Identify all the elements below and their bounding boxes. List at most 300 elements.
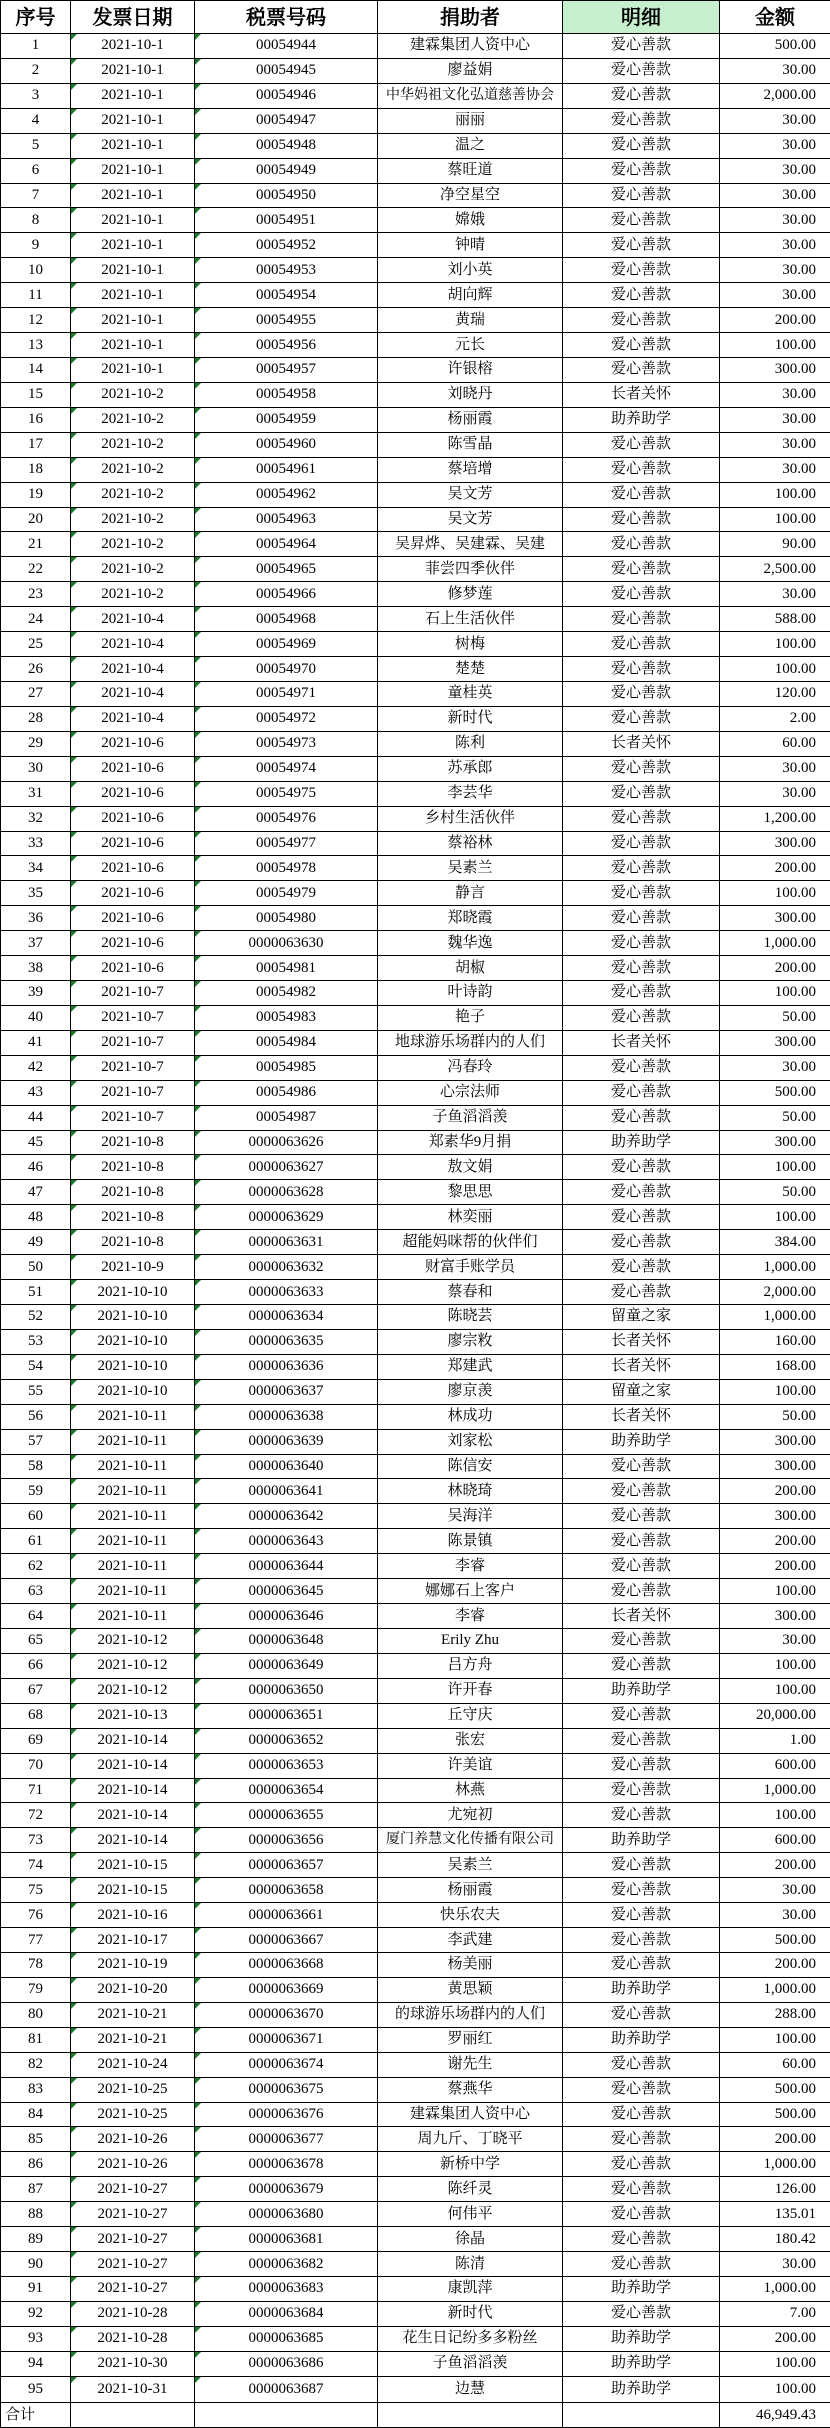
cell-donor[interactable]: 陈利: [378, 731, 563, 756]
cell-index[interactable]: 55: [1, 1379, 71, 1404]
cell-tax-invoice-number[interactable]: 00054949: [195, 158, 378, 183]
cell-tax-invoice-number[interactable]: 0000063677: [195, 2127, 378, 2152]
cell-tax-invoice-number[interactable]: 0000063679: [195, 2177, 378, 2202]
cell-amount[interactable]: 588.00: [720, 607, 830, 632]
cell-index[interactable]: 81: [1, 2027, 71, 2052]
cell-detail[interactable]: 爱心善款: [563, 233, 720, 258]
cell-detail[interactable]: 长者关怀: [563, 1354, 720, 1379]
cell-index[interactable]: 86: [1, 2152, 71, 2177]
cell-tax-invoice-number[interactable]: 0000063629: [195, 1205, 378, 1230]
cell-donor[interactable]: 许银榕: [378, 357, 563, 382]
cell-invoice-date[interactable]: 2021-10-2: [71, 507, 195, 532]
cell-amount[interactable]: 30.00: [720, 233, 830, 258]
cell-amount[interactable]: 288.00: [720, 2002, 830, 2027]
cell-amount[interactable]: 100.00: [720, 2376, 830, 2402]
cell-tax-invoice-number[interactable]: 00054969: [195, 632, 378, 657]
cell-amount[interactable]: 30.00: [720, 432, 830, 457]
cell-invoice-date[interactable]: 2021-10-11: [71, 1529, 195, 1554]
cell-amount[interactable]: 100.00: [720, 981, 830, 1006]
cell-tax-invoice-number[interactable]: 00054953: [195, 258, 378, 283]
cell-detail[interactable]: 爱心善款: [563, 781, 720, 806]
cell-donor[interactable]: 吴文芳: [378, 507, 563, 532]
cell-index[interactable]: 74: [1, 1853, 71, 1878]
cell-tax-invoice-number[interactable]: 00054987: [195, 1105, 378, 1130]
cell-tax-invoice-number[interactable]: 00054960: [195, 432, 378, 457]
cell-invoice-date[interactable]: 2021-10-4: [71, 657, 195, 682]
cell-donor[interactable]: 陈纤灵: [378, 2177, 563, 2202]
cell-amount[interactable]: 2.00: [720, 706, 830, 731]
cell-amount[interactable]: 30.00: [720, 283, 830, 308]
cell-detail[interactable]: 爱心善款: [563, 1952, 720, 1977]
cell-invoice-date[interactable]: 2021-10-19: [71, 1952, 195, 1977]
cell-tax-invoice-number[interactable]: 00054986: [195, 1080, 378, 1105]
cell-amount[interactable]: 200.00: [720, 308, 830, 333]
cell-detail[interactable]: 爱心善款: [563, 1928, 720, 1953]
cell-amount[interactable]: 200.00: [720, 856, 830, 881]
cell-detail[interactable]: 爱心善款: [563, 582, 720, 607]
cell-tax-invoice-number[interactable]: 00054965: [195, 557, 378, 582]
cell-tax-invoice-number[interactable]: 00054946: [195, 83, 378, 108]
cell-index[interactable]: 85: [1, 2127, 71, 2152]
cell-index[interactable]: 83: [1, 2077, 71, 2102]
cell-donor[interactable]: 心宗法师: [378, 1080, 563, 1105]
cell-donor[interactable]: 新时代: [378, 706, 563, 731]
cell-detail[interactable]: 长者关怀: [563, 1030, 720, 1055]
cell-donor[interactable]: 郑晓霞: [378, 906, 563, 931]
cell-detail[interactable]: 爱心善款: [563, 1554, 720, 1579]
cell-tax-invoice-number[interactable]: 0000063658: [195, 1878, 378, 1903]
cell-index[interactable]: 7: [1, 183, 71, 208]
cell-tax-invoice-number[interactable]: 0000063636: [195, 1354, 378, 1379]
cell-index[interactable]: 87: [1, 2177, 71, 2202]
cell-detail[interactable]: 爱心善款: [563, 158, 720, 183]
cell-index[interactable]: 57: [1, 1429, 71, 1454]
cell-amount[interactable]: 300.00: [720, 831, 830, 856]
cell-invoice-date[interactable]: 2021-10-6: [71, 881, 195, 906]
cell-tax-invoice-number[interactable]: 00054963: [195, 507, 378, 532]
cell-amount[interactable]: 30.00: [720, 58, 830, 83]
cell-donor[interactable]: 元长: [378, 333, 563, 358]
cell-invoice-date[interactable]: 2021-10-1: [71, 333, 195, 358]
cell-invoice-date[interactable]: 2021-10-24: [71, 2052, 195, 2077]
cell-index[interactable]: 33: [1, 831, 71, 856]
cell-invoice-date[interactable]: 2021-10-1: [71, 357, 195, 382]
cell-amount[interactable]: 135.01: [720, 2202, 830, 2227]
cell-tax-invoice-number[interactable]: 00054950: [195, 183, 378, 208]
cell-invoice-date[interactable]: 2021-10-7: [71, 981, 195, 1006]
cell-donor[interactable]: 刘晓丹: [378, 382, 563, 407]
cell-amount[interactable]: 100.00: [720, 1653, 830, 1678]
cell-invoice-date[interactable]: 2021-10-27: [71, 2202, 195, 2227]
cell-detail[interactable]: 爱心善款: [563, 881, 720, 906]
cell-donor[interactable]: 陈信安: [378, 1454, 563, 1479]
cell-invoice-date[interactable]: 2021-10-11: [71, 1604, 195, 1629]
cell-detail[interactable]: 爱心善款: [563, 1005, 720, 1030]
cell-amount[interactable]: 100.00: [720, 1803, 830, 1828]
cell-invoice-date[interactable]: 2021-10-31: [71, 2376, 195, 2402]
cell-amount[interactable]: 200.00: [720, 1554, 830, 1579]
header-detail[interactable]: 明细: [563, 1, 720, 34]
cell-donor[interactable]: 胡向辉: [378, 283, 563, 308]
cell-invoice-date[interactable]: 2021-10-20: [71, 1977, 195, 2002]
cell-index[interactable]: 79: [1, 1977, 71, 2002]
cell-invoice-date[interactable]: 2021-10-1: [71, 34, 195, 59]
cell-detail[interactable]: 长者关怀: [563, 382, 720, 407]
cell-tax-invoice-number[interactable]: 0000063645: [195, 1579, 378, 1604]
cell-detail[interactable]: 爱心善款: [563, 981, 720, 1006]
cell-donor[interactable]: 黄瑞: [378, 308, 563, 333]
cell-amount[interactable]: 30.00: [720, 1903, 830, 1928]
cell-tax-invoice-number[interactable]: 00054979: [195, 881, 378, 906]
cell-donor[interactable]: 何伟平: [378, 2202, 563, 2227]
cell-amount[interactable]: 500.00: [720, 1928, 830, 1953]
cell-donor[interactable]: 陈景镇: [378, 1529, 563, 1554]
cell-detail[interactable]: 爱心善款: [563, 831, 720, 856]
cell-invoice-date[interactable]: 2021-10-25: [71, 2077, 195, 2102]
cell-invoice-date[interactable]: 2021-10-17: [71, 1928, 195, 1953]
cell-tax-invoice-number[interactable]: 00054977: [195, 831, 378, 856]
cell-donor[interactable]: 杨丽霞: [378, 1878, 563, 1903]
cell-index[interactable]: 5: [1, 133, 71, 158]
cell-index[interactable]: 21: [1, 532, 71, 557]
cell-donor[interactable]: 叶诗韵: [378, 981, 563, 1006]
cell-detail[interactable]: 爱心善款: [563, 956, 720, 981]
cell-index[interactable]: 47: [1, 1180, 71, 1205]
cell-index[interactable]: 75: [1, 1878, 71, 1903]
cell-invoice-date[interactable]: 2021-10-8: [71, 1180, 195, 1205]
cell-index[interactable]: 37: [1, 931, 71, 956]
cell-index[interactable]: 12: [1, 308, 71, 333]
cell-invoice-date[interactable]: 2021-10-1: [71, 258, 195, 283]
cell-invoice-date[interactable]: 2021-10-7: [71, 1055, 195, 1080]
cell-tax-invoice-number[interactable]: 00054973: [195, 731, 378, 756]
cell-index[interactable]: 11: [1, 283, 71, 308]
cell-index[interactable]: 36: [1, 906, 71, 931]
cell-detail[interactable]: 爱心善款: [563, 457, 720, 482]
cell-amount[interactable]: 30.00: [720, 756, 830, 781]
cell-index[interactable]: 30: [1, 756, 71, 781]
cell-amount[interactable]: 100.00: [720, 507, 830, 532]
cell-index[interactable]: 10: [1, 258, 71, 283]
cell-donor[interactable]: 花生日记纷多多粉丝: [378, 2326, 563, 2351]
cell-tax-invoice-number[interactable]: 0000063631: [195, 1230, 378, 1255]
cell-index[interactable]: 34: [1, 856, 71, 881]
cell-donor[interactable]: 林晓琦: [378, 1479, 563, 1504]
cell-invoice-date[interactable]: 2021-10-12: [71, 1653, 195, 1678]
cell-index[interactable]: 6: [1, 158, 71, 183]
cell-tax-invoice-number[interactable]: 00054966: [195, 582, 378, 607]
cell-invoice-date[interactable]: 2021-10-14: [71, 1828, 195, 1853]
cell-detail[interactable]: 长者关怀: [563, 1604, 720, 1629]
cell-invoice-date[interactable]: 2021-10-8: [71, 1230, 195, 1255]
cell-tax-invoice-number[interactable]: 00054972: [195, 706, 378, 731]
cell-amount[interactable]: 2,500.00: [720, 557, 830, 582]
cell-invoice-date[interactable]: 2021-10-21: [71, 2027, 195, 2052]
cell-index[interactable]: 50: [1, 1255, 71, 1280]
cell-tax-invoice-number[interactable]: 00054968: [195, 607, 378, 632]
cell-donor[interactable]: 廖京羡: [378, 1379, 563, 1404]
cell-invoice-date[interactable]: 2021-10-11: [71, 1504, 195, 1529]
cell-detail[interactable]: 助养助学: [563, 2351, 720, 2376]
cell-donor[interactable]: Erily Zhu: [378, 1629, 563, 1654]
cell-donor[interactable]: 中华妈祖文化弘道慈善协会: [378, 83, 563, 108]
cell-index[interactable]: 25: [1, 632, 71, 657]
cell-amount[interactable]: 180.42: [720, 2227, 830, 2252]
cell-invoice-date[interactable]: 2021-10-1: [71, 233, 195, 258]
cell-amount[interactable]: 1,000.00: [720, 2276, 830, 2301]
cell-detail[interactable]: 爱心善款: [563, 1853, 720, 1878]
cell-index[interactable]: 49: [1, 1230, 71, 1255]
cell-index[interactable]: 69: [1, 1728, 71, 1753]
cell-invoice-date[interactable]: 2021-10-6: [71, 931, 195, 956]
cell-detail[interactable]: 爱心善款: [563, 482, 720, 507]
cell-tax-invoice-number[interactable]: 0000063680: [195, 2202, 378, 2227]
cell-detail[interactable]: 助养助学: [563, 2376, 720, 2402]
cell-amount[interactable]: 200.00: [720, 956, 830, 981]
cell-detail[interactable]: 爱心善款: [563, 1753, 720, 1778]
cell-donor[interactable]: 蔡旺道: [378, 158, 563, 183]
cell-donor[interactable]: 吴素兰: [378, 1853, 563, 1878]
cell-detail[interactable]: 留童之家: [563, 1305, 720, 1330]
cell-index[interactable]: 8: [1, 208, 71, 233]
cell-amount[interactable]: 300.00: [720, 1454, 830, 1479]
cell-tax-invoice-number[interactable]: 0000063634: [195, 1305, 378, 1330]
cell-invoice-date[interactable]: 2021-10-27: [71, 2177, 195, 2202]
cell-index[interactable]: 53: [1, 1329, 71, 1354]
cell-donor[interactable]: 蔡春和: [378, 1280, 563, 1305]
cell-detail[interactable]: 爱心善款: [563, 1529, 720, 1554]
cell-tax-invoice-number[interactable]: 00054957: [195, 357, 378, 382]
cell-index[interactable]: 60: [1, 1504, 71, 1529]
cell-amount[interactable]: 30.00: [720, 108, 830, 133]
cell-donor[interactable]: 吕方舟: [378, 1653, 563, 1678]
cell-donor[interactable]: 吴昇烨、吴建霖、吴建: [378, 532, 563, 557]
cell-invoice-date[interactable]: 2021-10-1: [71, 308, 195, 333]
cell-donor[interactable]: 李睿: [378, 1554, 563, 1579]
cell-tax-invoice-number[interactable]: 00054981: [195, 956, 378, 981]
cell-amount[interactable]: 100.00: [720, 333, 830, 358]
cell-donor[interactable]: 郑建武: [378, 1354, 563, 1379]
cell-donor[interactable]: 乡村生活伙伴: [378, 806, 563, 831]
cell-donor[interactable]: 新桥中学: [378, 2152, 563, 2177]
cell-amount[interactable]: 600.00: [720, 1828, 830, 1853]
cell-index[interactable]: 73: [1, 1828, 71, 1853]
cell-tax-invoice-number[interactable]: 0000063661: [195, 1903, 378, 1928]
cell-tax-invoice-number[interactable]: 0000063668: [195, 1952, 378, 1977]
total-empty-cell[interactable]: [71, 2403, 195, 2428]
cell-invoice-date[interactable]: 2021-10-27: [71, 2227, 195, 2252]
cell-detail[interactable]: 爱心善款: [563, 308, 720, 333]
cell-invoice-date[interactable]: 2021-10-2: [71, 482, 195, 507]
cell-detail[interactable]: 爱心善款: [563, 1080, 720, 1105]
cell-amount[interactable]: 100.00: [720, 1155, 830, 1180]
cell-detail[interactable]: 爱心善款: [563, 1728, 720, 1753]
cell-invoice-date[interactable]: 2021-10-11: [71, 1404, 195, 1429]
cell-donor[interactable]: 静言: [378, 881, 563, 906]
cell-detail[interactable]: 长者关怀: [563, 1329, 720, 1354]
cell-invoice-date[interactable]: 2021-10-6: [71, 906, 195, 931]
cell-donor[interactable]: 林燕: [378, 1778, 563, 1803]
cell-amount[interactable]: 30.00: [720, 133, 830, 158]
cell-tax-invoice-number[interactable]: 0000063632: [195, 1255, 378, 1280]
cell-donor[interactable]: 丘守庆: [378, 1703, 563, 1728]
cell-detail[interactable]: 爱心善款: [563, 706, 720, 731]
total-empty-cell[interactable]: [563, 2403, 720, 2428]
cell-donor[interactable]: 郑素华9月捐: [378, 1130, 563, 1155]
cell-invoice-date[interactable]: 2021-10-4: [71, 632, 195, 657]
cell-amount[interactable]: 1,000.00: [720, 1778, 830, 1803]
cell-donor[interactable]: 丽丽: [378, 108, 563, 133]
cell-invoice-date[interactable]: 2021-10-25: [71, 2102, 195, 2127]
cell-detail[interactable]: 爱心善款: [563, 108, 720, 133]
cell-tax-invoice-number[interactable]: 0000063654: [195, 1778, 378, 1803]
cell-amount[interactable]: 500.00: [720, 2102, 830, 2127]
cell-amount[interactable]: 126.00: [720, 2177, 830, 2202]
cell-tax-invoice-number[interactable]: 0000063686: [195, 2351, 378, 2376]
cell-invoice-date[interactable]: 2021-10-2: [71, 382, 195, 407]
total-label[interactable]: 合计: [1, 2403, 71, 2428]
cell-amount[interactable]: 100.00: [720, 1579, 830, 1604]
cell-detail[interactable]: 爱心善款: [563, 2202, 720, 2227]
cell-donor[interactable]: 陈雪晶: [378, 432, 563, 457]
cell-detail[interactable]: 爱心善款: [563, 1878, 720, 1903]
cell-invoice-date[interactable]: 2021-10-2: [71, 407, 195, 432]
cell-donor[interactable]: 超能妈咪帮的伙伴们: [378, 1230, 563, 1255]
cell-tax-invoice-number[interactable]: 0000063652: [195, 1728, 378, 1753]
cell-invoice-date[interactable]: 2021-10-6: [71, 756, 195, 781]
cell-index[interactable]: 15: [1, 382, 71, 407]
header-donor[interactable]: 捐助者: [378, 1, 563, 34]
cell-detail[interactable]: 爱心善款: [563, 657, 720, 682]
cell-tax-invoice-number[interactable]: 0000063639: [195, 1429, 378, 1454]
cell-donor[interactable]: 周九斤、丁晓平: [378, 2127, 563, 2152]
cell-detail[interactable]: 爱心善款: [563, 1055, 720, 1080]
cell-amount[interactable]: 30.00: [720, 158, 830, 183]
cell-detail[interactable]: 爱心善款: [563, 931, 720, 956]
cell-donor[interactable]: 吴素兰: [378, 856, 563, 881]
cell-donor[interactable]: 子鱼滔滔羡: [378, 2351, 563, 2376]
cell-amount[interactable]: 200.00: [720, 1529, 830, 1554]
cell-tax-invoice-number[interactable]: 00054958: [195, 382, 378, 407]
cell-index[interactable]: 17: [1, 432, 71, 457]
cell-tax-invoice-number[interactable]: 00054951: [195, 208, 378, 233]
cell-index[interactable]: 16: [1, 407, 71, 432]
cell-donor[interactable]: 敖文娟: [378, 1155, 563, 1180]
cell-detail[interactable]: 爱心善款: [563, 2077, 720, 2102]
cell-index[interactable]: 23: [1, 582, 71, 607]
cell-tax-invoice-number[interactable]: 0000063648: [195, 1629, 378, 1654]
cell-amount[interactable]: 1,000.00: [720, 1305, 830, 1330]
cell-index[interactable]: 84: [1, 2102, 71, 2127]
cell-invoice-date[interactable]: 2021-10-1: [71, 283, 195, 308]
cell-detail[interactable]: 爱心善款: [563, 557, 720, 582]
cell-donor[interactable]: 财富手账学员: [378, 1255, 563, 1280]
cell-tax-invoice-number[interactable]: 0000063633: [195, 1280, 378, 1305]
cell-index[interactable]: 31: [1, 781, 71, 806]
cell-donor[interactable]: 胡椒: [378, 956, 563, 981]
cell-donor[interactable]: 蔡燕华: [378, 2077, 563, 2102]
cell-tax-invoice-number[interactable]: 0000063641: [195, 1479, 378, 1504]
cell-tax-invoice-number[interactable]: 0000063643: [195, 1529, 378, 1554]
cell-donor[interactable]: 娜娜石上客户: [378, 1579, 563, 1604]
cell-index[interactable]: 2: [1, 58, 71, 83]
cell-tax-invoice-number[interactable]: 0000063657: [195, 1853, 378, 1878]
cell-donor[interactable]: 温之: [378, 133, 563, 158]
cell-amount[interactable]: 60.00: [720, 2052, 830, 2077]
cell-detail[interactable]: 长者关怀: [563, 731, 720, 756]
cell-invoice-date[interactable]: 2021-10-4: [71, 706, 195, 731]
cell-detail[interactable]: 爱心善款: [563, 2102, 720, 2127]
cell-tax-invoice-number[interactable]: 0000063683: [195, 2276, 378, 2301]
cell-donor[interactable]: 廖益娟: [378, 58, 563, 83]
total-amount[interactable]: 46,949.43: [720, 2403, 830, 2428]
cell-tax-invoice-number[interactable]: 0000063626: [195, 1130, 378, 1155]
cell-index[interactable]: 66: [1, 1653, 71, 1678]
cell-amount[interactable]: 1,000.00: [720, 931, 830, 956]
cell-index[interactable]: 14: [1, 357, 71, 382]
cell-donor[interactable]: 嫦娥: [378, 208, 563, 233]
cell-tax-invoice-number[interactable]: 00054962: [195, 482, 378, 507]
cell-tax-invoice-number[interactable]: 0000063669: [195, 1977, 378, 2002]
cell-tax-invoice-number[interactable]: 0000063640: [195, 1454, 378, 1479]
cell-index[interactable]: 80: [1, 2002, 71, 2027]
cell-detail[interactable]: 爱心善款: [563, 58, 720, 83]
cell-index[interactable]: 4: [1, 108, 71, 133]
cell-amount[interactable]: 200.00: [720, 1952, 830, 1977]
total-empty-cell[interactable]: [378, 2403, 563, 2428]
cell-donor[interactable]: 尤宛初: [378, 1803, 563, 1828]
cell-amount[interactable]: 100.00: [720, 1379, 830, 1404]
cell-donor[interactable]: 冯春玲: [378, 1055, 563, 1080]
cell-detail[interactable]: 爱心善款: [563, 632, 720, 657]
cell-amount[interactable]: 50.00: [720, 1404, 830, 1429]
cell-detail[interactable]: 爱心善款: [563, 2177, 720, 2202]
cell-index[interactable]: 71: [1, 1778, 71, 1803]
cell-amount[interactable]: 100.00: [720, 2027, 830, 2052]
cell-invoice-date[interactable]: 2021-10-8: [71, 1205, 195, 1230]
cell-donor[interactable]: 钟晴: [378, 233, 563, 258]
cell-donor[interactable]: 黎思思: [378, 1180, 563, 1205]
cell-tax-invoice-number[interactable]: 00054978: [195, 856, 378, 881]
cell-tax-invoice-number[interactable]: 00054983: [195, 1005, 378, 1030]
cell-invoice-date[interactable]: 2021-10-8: [71, 1130, 195, 1155]
cell-index[interactable]: 51: [1, 1280, 71, 1305]
cell-invoice-date[interactable]: 2021-10-14: [71, 1753, 195, 1778]
cell-donor[interactable]: 的球游乐场群内的人们: [378, 2002, 563, 2027]
cell-donor[interactable]: 修梦莲: [378, 582, 563, 607]
cell-detail[interactable]: 助养助学: [563, 1977, 720, 2002]
cell-donor[interactable]: 许开春: [378, 1678, 563, 1703]
cell-index[interactable]: 67: [1, 1678, 71, 1703]
cell-index[interactable]: 56: [1, 1404, 71, 1429]
cell-invoice-date[interactable]: 2021-10-6: [71, 956, 195, 981]
cell-detail[interactable]: 爱心善款: [563, 183, 720, 208]
cell-invoice-date[interactable]: 2021-10-2: [71, 532, 195, 557]
cell-invoice-date[interactable]: 2021-10-14: [71, 1778, 195, 1803]
cell-index[interactable]: 1: [1, 34, 71, 59]
cell-donor[interactable]: 蔡裕林: [378, 831, 563, 856]
cell-tax-invoice-number[interactable]: 00054947: [195, 108, 378, 133]
cell-invoice-date[interactable]: 2021-10-7: [71, 1030, 195, 1055]
cell-invoice-date[interactable]: 2021-10-6: [71, 856, 195, 881]
cell-index[interactable]: 39: [1, 981, 71, 1006]
cell-amount[interactable]: 300.00: [720, 1504, 830, 1529]
cell-amount[interactable]: 300.00: [720, 357, 830, 382]
cell-amount[interactable]: 500.00: [720, 2077, 830, 2102]
cell-invoice-date[interactable]: 2021-10-7: [71, 1080, 195, 1105]
cell-tax-invoice-number[interactable]: 0000063685: [195, 2326, 378, 2351]
cell-detail[interactable]: 爱心善款: [563, 357, 720, 382]
